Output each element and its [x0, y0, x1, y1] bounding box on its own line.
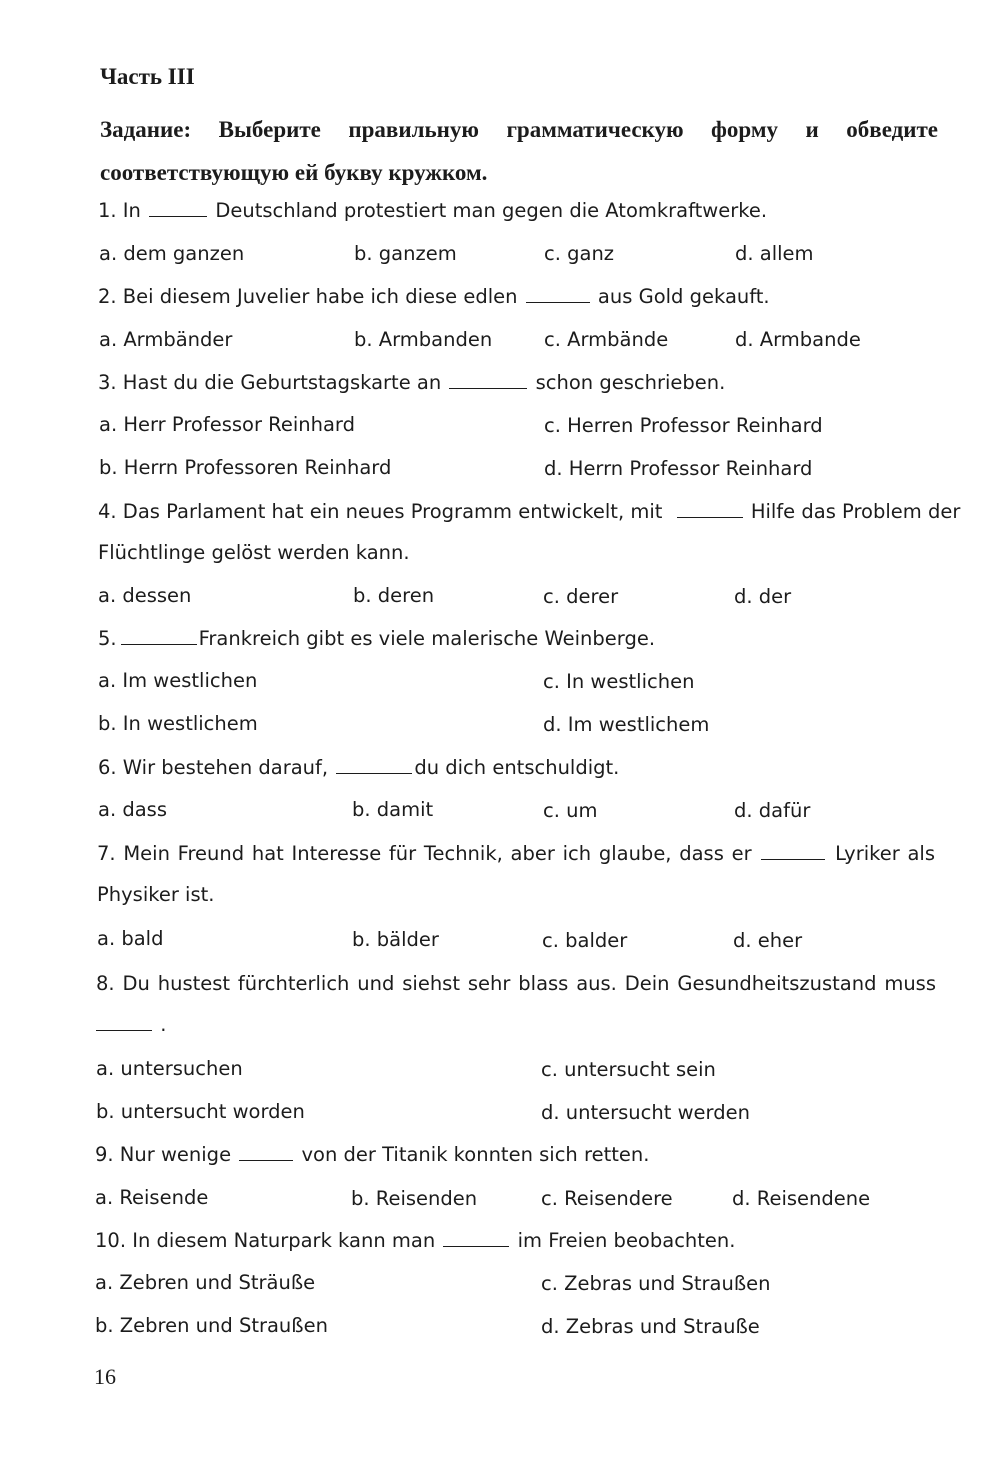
question-4	[98, 499, 960, 525]
option-10d: d. Zebras und Strauße	[541, 1315, 760, 1338]
answer-blank	[761, 841, 825, 860]
question-text-after: aus Gold gekauft.	[597, 285, 770, 308]
option-2c: c. Armbände	[544, 328, 669, 351]
option-1b: b. ganzem	[354, 242, 457, 265]
question-text-before: 7. Mein Freund hat Interesse für Technik, aber ich glaube, dass er	[97, 842, 752, 865]
answer-blank	[149, 198, 207, 217]
question-text-after: Deutschland protestiert man gegen die Atomkraftwerke.	[215, 199, 768, 222]
question-text-before: 5.	[98, 627, 117, 650]
question-7-continuation: Physiker ist.	[97, 883, 215, 906]
question-text-before: 3. Hast du die Geburtstagskarte an	[98, 371, 442, 394]
question-text-after: im Freien beobachten.	[517, 1229, 736, 1252]
question-text-after: Hilfe das Problem der	[750, 500, 961, 523]
question-7	[97, 841, 935, 867]
option-4d: d. der	[734, 585, 792, 608]
option-3c: c. Herren Professor Reinhard	[544, 414, 823, 437]
option-1a: a. dem ganzen	[99, 242, 245, 265]
option-6b: b. damit	[352, 798, 434, 821]
option-3d: d. Herrn Professor Reinhard	[544, 457, 813, 480]
answer-blank	[443, 1228, 509, 1247]
option-8b: b. untersucht worden	[96, 1100, 305, 1123]
option-8d: d. untersucht werden	[541, 1101, 750, 1124]
option-1c: c. ganz	[544, 242, 615, 265]
part-title: Часть III	[100, 64, 195, 89]
question-8	[96, 971, 936, 997]
answer-blank	[96, 1012, 152, 1031]
option-2d: d. Armbande	[735, 328, 861, 351]
option-5d: d. Im westlichem	[543, 713, 710, 736]
question-10	[95, 1228, 735, 1254]
answer-blank	[526, 284, 590, 303]
question-6	[98, 755, 619, 781]
option-9d: d. Reisendene	[732, 1187, 871, 1210]
option-7b: b. bälder	[352, 928, 439, 951]
option-8c: c. untersucht sein	[541, 1058, 716, 1081]
option-5b: b. In westlichem	[98, 712, 258, 735]
question-text-before: 9. Nur wenige	[95, 1143, 232, 1166]
option-9a: a. Reisende	[95, 1186, 209, 1209]
option-7d: d. eher	[733, 929, 803, 952]
option-4c: c. derer	[543, 585, 619, 608]
option-2a: a. Armbänder	[99, 328, 233, 351]
question-text-after: du dich entschuldigt.	[414, 756, 620, 779]
option-1d: d. allem	[735, 242, 814, 265]
option-6c: c. um	[543, 799, 598, 822]
option-10c: c. Zebras und Straußen	[541, 1272, 771, 1295]
option-6a: a. dass	[98, 798, 167, 821]
question-text-before: 2. Bei diesem Juvelier habe ich diese edlen	[98, 285, 518, 308]
question-text-after: Frankreich gibt es viele malerische Weinberge.	[198, 627, 656, 650]
option-7a: a. bald	[97, 927, 164, 950]
question-text-before: 8. Du hustest fürchterlich und siehst sehr blass aus. Dein Gesundheitszustand muss	[96, 972, 936, 995]
option-9b: b. Reisenden	[351, 1187, 478, 1210]
question-text-before: 10. In diesem Naturpark kann man	[95, 1229, 436, 1252]
question-text-after: Lyriker als	[835, 842, 936, 865]
question-8-continuation	[96, 1012, 166, 1038]
answer-blank	[121, 626, 197, 645]
option-7c: c. balder	[542, 929, 628, 952]
option-10b: b. Zebren und Straußen	[95, 1314, 328, 1337]
question-4-continuation: Flüchtlinge gelöst werden kann.	[98, 541, 410, 564]
option-2b: b. Armbanden	[354, 328, 493, 351]
question-3	[98, 370, 725, 396]
question-2	[98, 284, 770, 310]
task-instruction: Задание: Выберите правильную грамматическую форму и обведите соответствующую ей букву кружком.	[100, 117, 938, 185]
answer-blank	[677, 499, 743, 518]
question-text-after: von der Titanik konnten sich retten.	[301, 1143, 650, 1166]
question-1	[98, 198, 767, 224]
option-3b: b. Herrn Professoren Reinhard	[99, 456, 392, 479]
question-9	[95, 1142, 649, 1168]
question-text-after: .	[160, 1013, 167, 1036]
question-text-after: schon geschrieben.	[535, 371, 726, 394]
option-10a: a. Zebren und Sträuße	[95, 1271, 316, 1294]
question-text-before: 4. Das Parlament hat ein neues Programm entwickelt, mit	[98, 500, 663, 523]
answer-blank	[239, 1142, 293, 1161]
option-6d: d. dafür	[734, 799, 811, 822]
option-8a: a. untersuchen	[96, 1057, 243, 1080]
option-3a: a. Herr Professor Reinhard	[99, 413, 355, 436]
option-9c: c. Reisendere	[541, 1187, 673, 1210]
answer-blank	[336, 755, 412, 774]
option-4b: b. deren	[353, 584, 435, 607]
question-text-before: 1. In	[98, 199, 141, 222]
page-number: 16	[94, 1364, 116, 1389]
option-5c: c. In westlichen	[543, 670, 695, 693]
question-text-before: 6. Wir bestehen darauf,	[98, 756, 329, 779]
question-5	[98, 626, 655, 652]
option-4a: a. dessen	[98, 584, 192, 607]
option-5a: a. Im westlichen	[98, 669, 258, 692]
answer-blank	[449, 370, 527, 389]
